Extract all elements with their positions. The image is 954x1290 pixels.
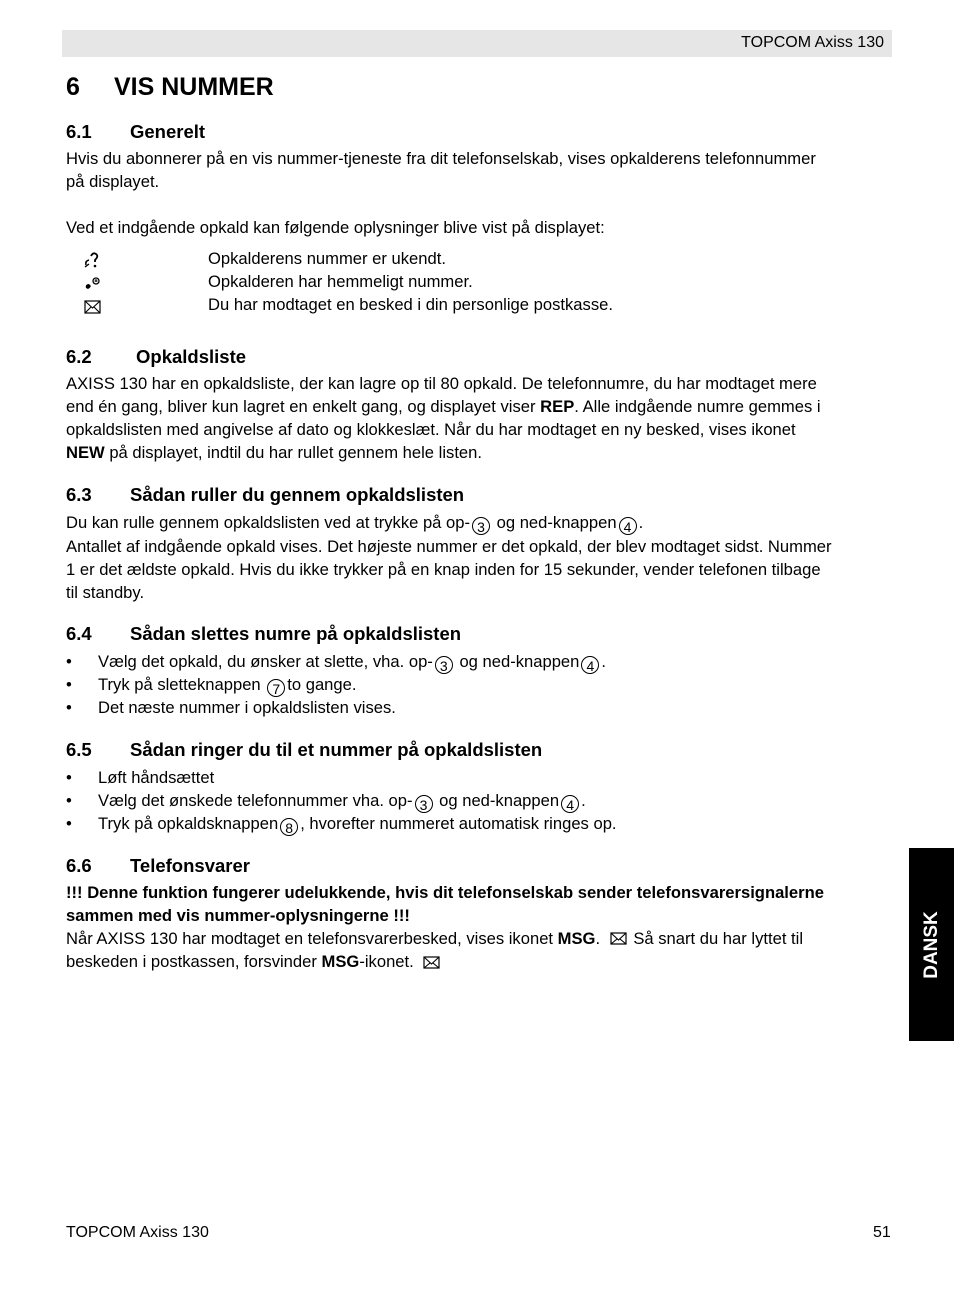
side-tab-label: DANSK <box>920 910 942 979</box>
text-line: til standby. <box>66 583 145 602</box>
text-span: og ned-knappen <box>454 652 580 671</box>
bullet: • <box>66 652 72 671</box>
text-span: -ikonet. <box>359 952 414 971</box>
up-key-icon: 3 <box>472 517 490 535</box>
section-title: Generelt <box>130 121 206 142</box>
up-key-icon: 3 <box>415 795 433 813</box>
icon-desc-envelope: Du har modtaget en besked i din personlige postkasse. <box>208 295 613 314</box>
text-span: Vælg det opkald, du ønsker at slette, vha. op- <box>98 652 433 671</box>
bullet: • <box>66 768 72 787</box>
header-bar <box>62 30 892 57</box>
chapter-number: 6 <box>66 73 80 101</box>
section-number: 6.6 <box>66 855 92 876</box>
section-6-3-heading <box>66 484 464 506</box>
bullet: • <box>66 698 72 717</box>
secret-number-icon <box>83 275 103 293</box>
text-span: Tryk på sletteknappen <box>98 675 266 694</box>
down-key-icon: 4 <box>581 656 599 674</box>
section-title: Sådan ringer du til et nummer på opkaldslisten <box>130 739 543 760</box>
section-title: Opkaldsliste <box>136 346 247 367</box>
down-key-icon: 4 <box>619 517 637 535</box>
list-item <box>98 650 606 674</box>
text-span: og ned-knappen <box>434 791 560 810</box>
section-6-6-heading <box>66 855 250 877</box>
s62-paragraph <box>66 372 821 464</box>
warning-line: !!! Denne funktion fungerer udelukkende, hvis dit telefonselskab sender telefonsvarersignalerne <box>66 883 824 902</box>
rep-label: REP <box>540 397 575 416</box>
text-span: Så snart du har lyttet til <box>628 929 804 948</box>
text-line <box>66 927 824 950</box>
text-line: på displayet. <box>66 172 160 191</box>
section-6-1-heading <box>66 121 205 143</box>
header-title: TOPCOM Axiss 130 <box>741 34 884 51</box>
section-number: 6.2 <box>66 346 92 367</box>
chapter-title <box>66 73 274 102</box>
text-span: Når AXISS 130 har modtaget en telefonsvarerbesked, vises ikonet <box>66 929 558 948</box>
new-label: NEW <box>66 443 105 462</box>
s61-paragraph-2: Ved et indgående opkald kan følgende oplysninger blive vist på displayet: <box>66 218 605 237</box>
warning-line: sammen med vis nummer-oplysningerne !!! <box>66 906 410 925</box>
text-span: på displayet, indtil du har rullet gennem hele listen. <box>104 443 482 462</box>
s63-paragraph <box>66 511 832 604</box>
text-span: . Alle indgående numre gemmes i <box>574 397 821 416</box>
text-span: end én gang, bliver kun lagret en enkelt gang, og displayet viser <box>66 397 541 416</box>
bullet: • <box>66 791 72 810</box>
list-item <box>98 789 586 813</box>
section-title: Telefonsvarer <box>130 855 250 876</box>
section-6-2-heading <box>66 346 246 368</box>
text-span: Vælg det ønskede telefonnummer vha. op- <box>98 791 413 810</box>
msg-label: MSG <box>557 929 596 948</box>
text-span: , hvorefter nummeret automatisk ringes op. <box>300 814 617 833</box>
text-line: 1 er det ældste opkald. Hvis du ikke trykker på en knap inden for 15 sekunder, vender telefonen tilbage <box>66 560 821 579</box>
text-span: . <box>581 791 586 810</box>
text-line: AXISS 130 har en opkaldsliste, der kan lagre op til 80 opkald. De telefonnumre, du har modtaget mere <box>66 374 817 393</box>
delete-key-icon: 7 <box>267 679 285 697</box>
section-number: 6.1 <box>66 121 92 142</box>
text-span: Tryk på opkaldsknappen <box>98 814 279 833</box>
envelope-icon <box>609 931 629 947</box>
page-number: 51 <box>873 1224 891 1241</box>
text-line <box>66 395 821 418</box>
section-6-4-heading <box>66 623 461 645</box>
section-number: 6.5 <box>66 739 92 760</box>
s64-bullet-list <box>0 650 954 720</box>
text-line: Hvis du abonnerer på en vis nummer-tjeneste fra dit telefonselskab, vises opkalderens telefonnummer <box>66 149 816 168</box>
text-span: . <box>601 652 607 671</box>
chapter-title-text: VIS NUMMER <box>114 73 274 101</box>
text-span: to gange. <box>287 675 357 694</box>
text-line: Antallet af indgående opkald vises. Det højeste nummer er det opkald, der blev modtaget sidst. Nummer <box>66 537 832 556</box>
section-title: Sådan slettes numre på opkaldslisten <box>130 623 462 644</box>
s66-paragraph <box>66 881 824 973</box>
bullet: • <box>66 675 72 694</box>
language-side-tab <box>909 848 954 1041</box>
msg-label: MSG <box>321 952 360 971</box>
bullet: • <box>66 814 72 833</box>
text-span: beskeden i postkassen, forsvinder <box>66 952 322 971</box>
s65-bullet-list <box>0 766 954 836</box>
section-number: 6.4 <box>66 623 92 644</box>
text-line <box>66 511 832 535</box>
list-item <box>98 673 356 697</box>
text-span: Du kan rulle gennem opkaldslisten ved at trykke på op- <box>66 513 471 532</box>
s61-paragraph-1 <box>66 147 816 193</box>
section-number: 6.3 <box>66 484 92 505</box>
text-line <box>66 950 824 973</box>
text-line <box>66 441 821 464</box>
icon-desc-secret: Opkalderen har hemmeligt nummer. <box>208 272 473 291</box>
up-key-icon: 3 <box>435 656 453 674</box>
text-span: . <box>638 513 644 532</box>
call-key-icon: 8 <box>280 818 298 836</box>
down-key-icon: 4 <box>561 795 579 813</box>
text-span: og ned-knappen <box>492 513 617 532</box>
text-line: opkaldslisten med angivelse af dato og klokkeslæt. Når du har modtaget en ny besked, vises ikonet <box>66 420 796 439</box>
list-item <box>98 812 617 836</box>
section-title: Sådan ruller du gennem opkaldslisten <box>130 484 465 505</box>
envelope-icon <box>422 955 442 971</box>
envelope-icon <box>83 298 103 316</box>
list-item: Løft håndsættet <box>98 768 215 787</box>
unknown-caller-icon <box>83 251 103 269</box>
footer-title: TOPCOM Axiss 130 <box>66 1224 209 1241</box>
text-span: . <box>595 929 601 948</box>
list-item: Det næste nummer i opkaldslisten vises. <box>98 698 396 717</box>
icon-desc-unknown: Opkalderens nummer er ukendt. <box>208 249 446 268</box>
section-6-5-heading <box>66 739 542 761</box>
